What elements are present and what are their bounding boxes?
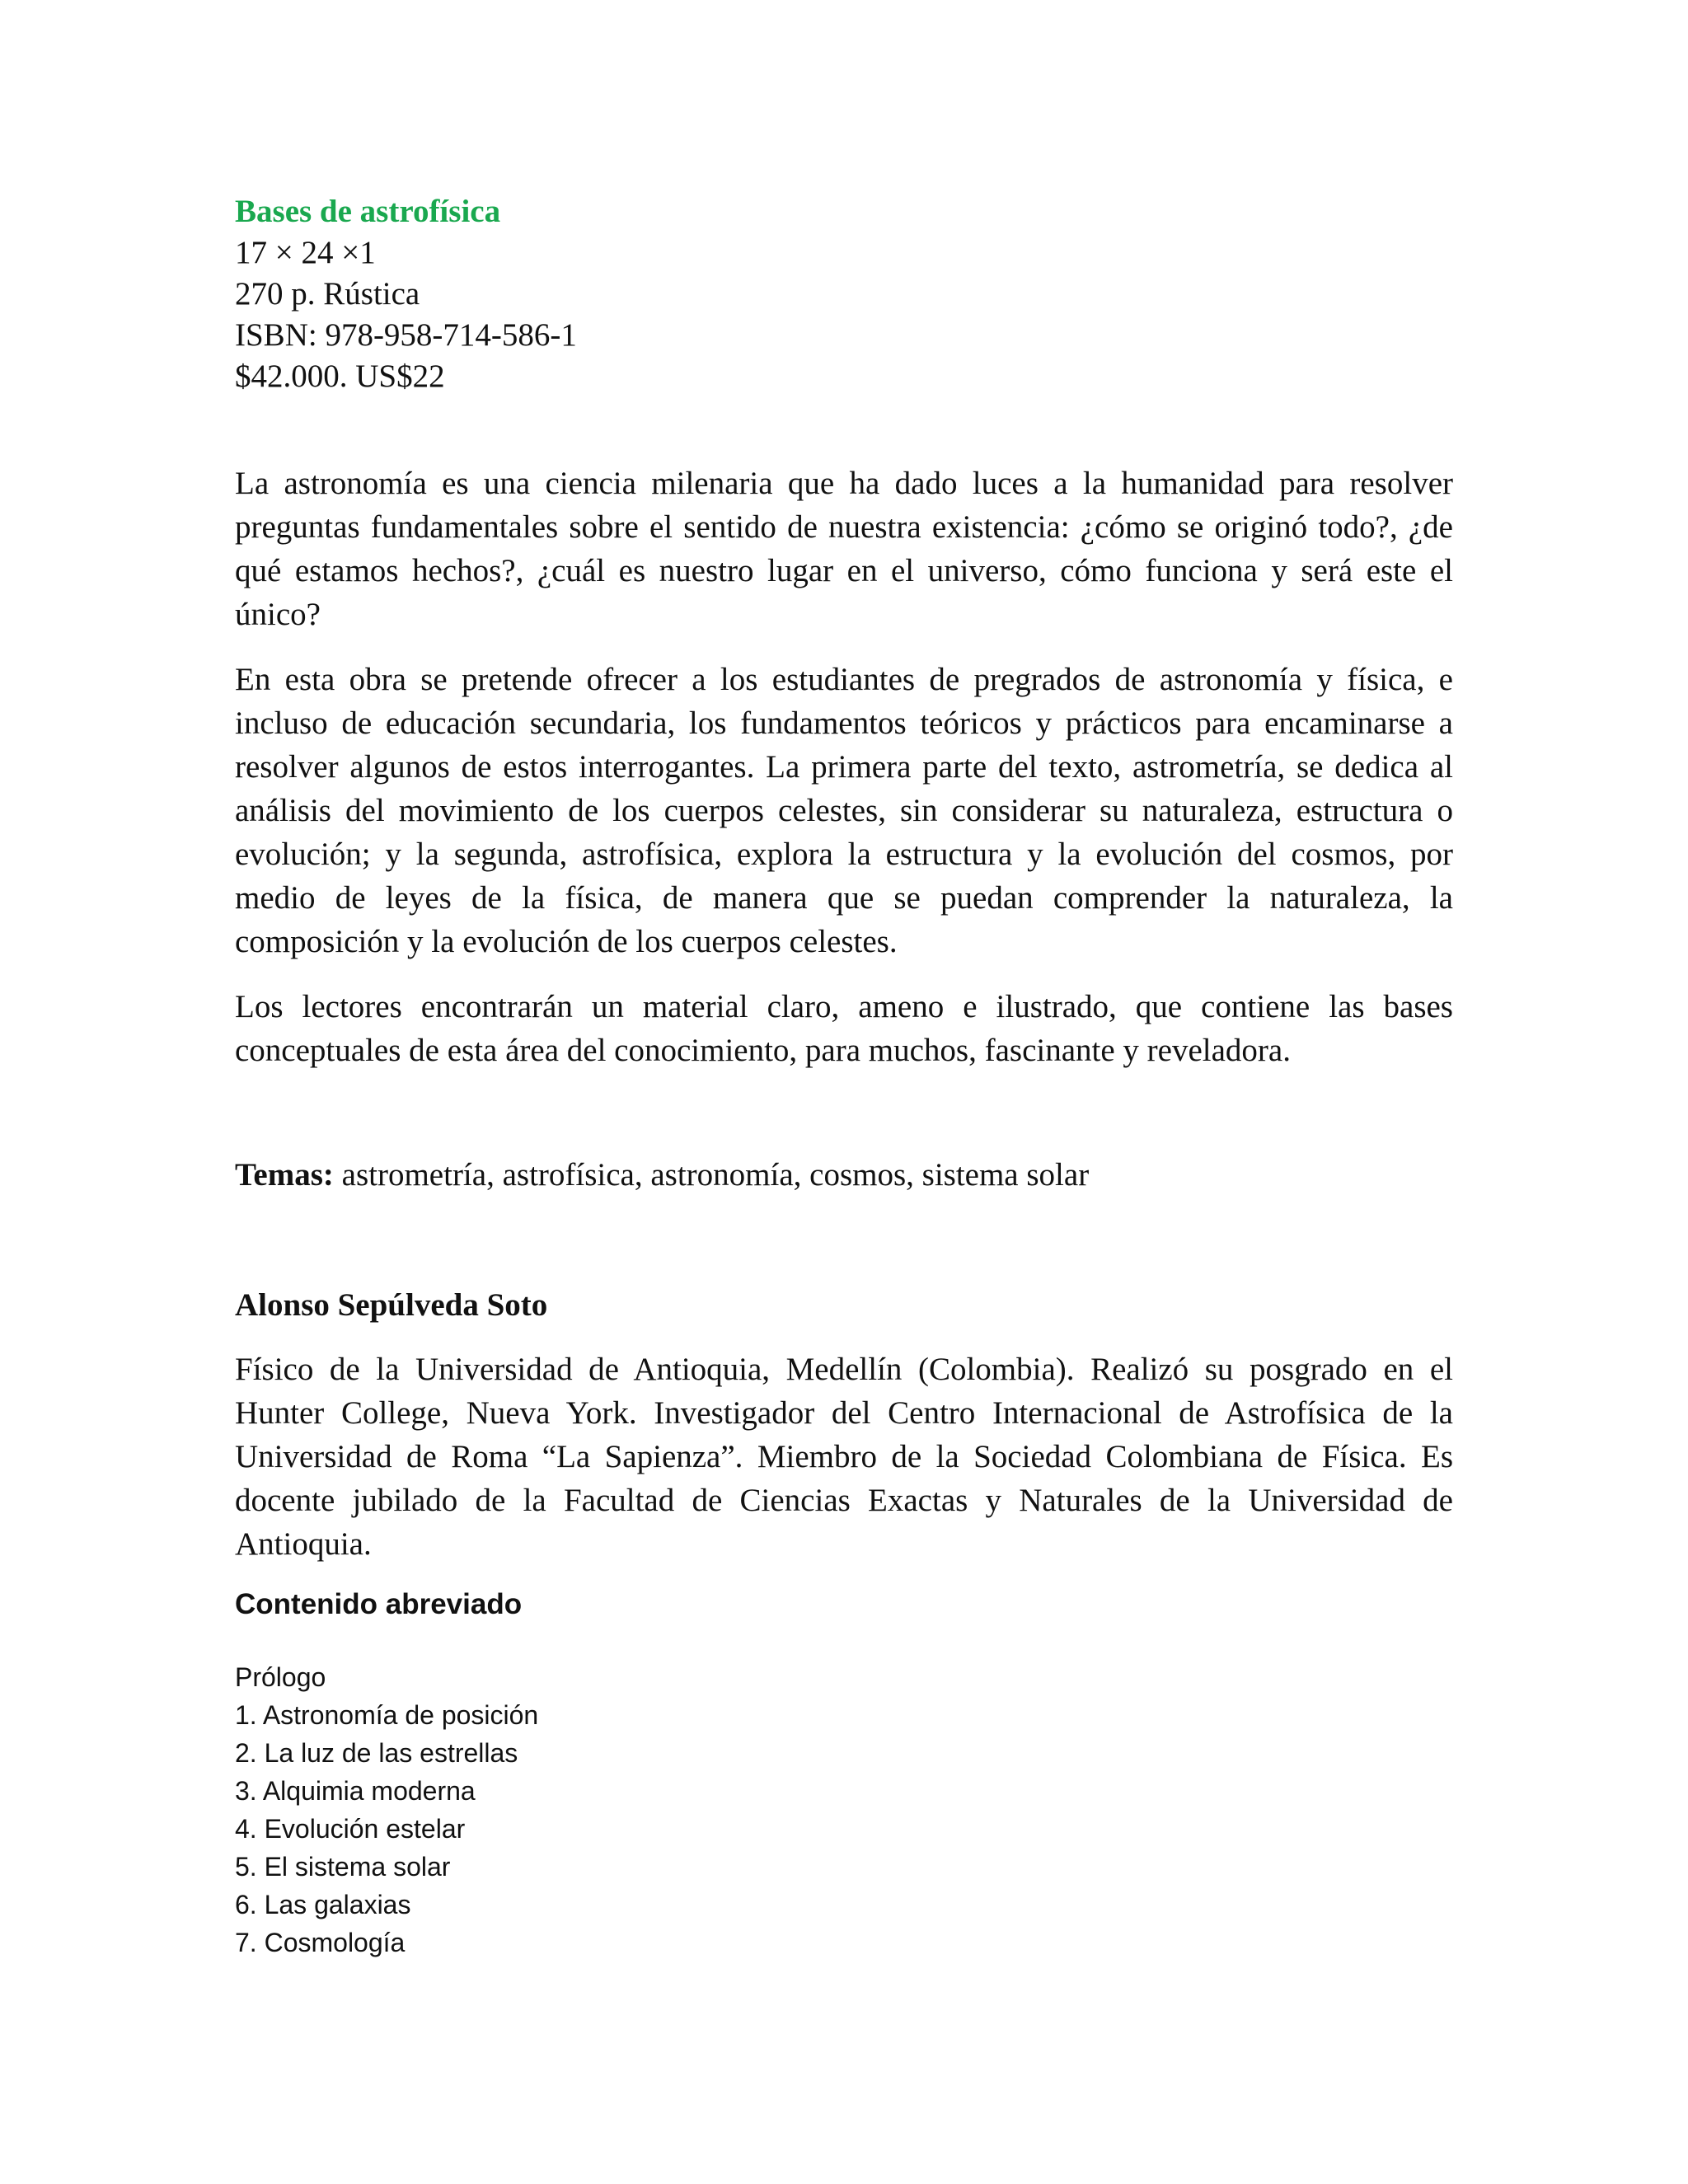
contents-item-2: 2. La luz de las estrellas xyxy=(235,1738,518,1768)
topics-text: astrometría, astrofísica, astronomía, cosmos, sistema solar xyxy=(333,1157,1090,1193)
contents-item-6: 6. Las galaxias xyxy=(235,1890,411,1919)
author-bio: Físico de la Universidad de Antioquia, Medellín (Colombia). Realizó su posgrado en el Hunter College, Nueva York. Investigador del Centro Internacional de Astrofísica de la Universidad de Roma “La Sapienza”. Miembro de la Sociedad Colombiana de Física. Es docente jubilado de la Facultad de Ciencias Exactas y Naturales de la Universidad de Antioquia. xyxy=(235,1352,1453,1562)
synopsis-paragraph: Los lectores encontrarán un material claro, ameno e ilustrado, que contiene las bases conceptuales de esta área del conocimiento, para muchos, fascinante y reveladora. xyxy=(235,989,1453,1068)
synopsis xyxy=(235,462,1453,1072)
author-name: Alonso Sepúlveda Soto xyxy=(235,1287,548,1323)
synopsis-paragraph: En esta obra se pretende ofrecer a los estudiantes de pregrados de astronomía y física, e incluso de educación secundaria, los fundamentos teóricos y prácticos para encaminarse a resolver algunos de estos interrogantes. La primera parte del texto, astrometría, se dedica al análisis del movimiento de los cuerpos celestes, sin considerar su naturaleza, estructura o evolución; y la segunda, astrofísica, explora la estructura y la evolución del cosmos, por medio de leyes de la física, de manera que se puedan comprender la naturaleza, la composición y la evolución de los cuerpos celestes. xyxy=(235,662,1453,959)
book-price: $42.000. US$22 xyxy=(235,359,445,394)
book-pages-binding: 270 p. Rústica xyxy=(235,276,420,312)
contents-item-5: 5. El sistema solar xyxy=(235,1852,451,1882)
contents-heading: Contenido abreviado xyxy=(235,1588,523,1620)
contents-item-1: 1. Astronomía de posición xyxy=(235,1700,539,1730)
topics-line xyxy=(235,1155,1453,1196)
contents-list xyxy=(235,1658,1453,1961)
topics-label: Temas: xyxy=(235,1157,334,1193)
book-title: Bases de astrofísica xyxy=(235,194,501,229)
contents-item-3: 3. Alquimia moderna xyxy=(235,1776,476,1806)
book-isbn: ISBN: 978-958-714-586-1 xyxy=(235,317,577,353)
contents-item-4: 4. Evolución estelar xyxy=(235,1814,466,1844)
contents-item-7: 7. Cosmología xyxy=(235,1928,406,1957)
contents-item-prologue: Prólogo xyxy=(235,1662,326,1692)
synopsis-paragraph: La astronomía es una ciencia milenaria que ha dado luces a la humanidad para resolver preguntas fundamentales sobre el sentido de nuestra existencia: ¿cómo se originó todo?, ¿de qué estamos hechos?, ¿cuál es nuestro lugar en el universo, cómo funciona y será este el único? xyxy=(235,466,1453,632)
document-page xyxy=(235,191,1453,1961)
book-dimensions: 17 × 24 ×1 xyxy=(235,235,376,270)
book-details xyxy=(235,191,1453,397)
